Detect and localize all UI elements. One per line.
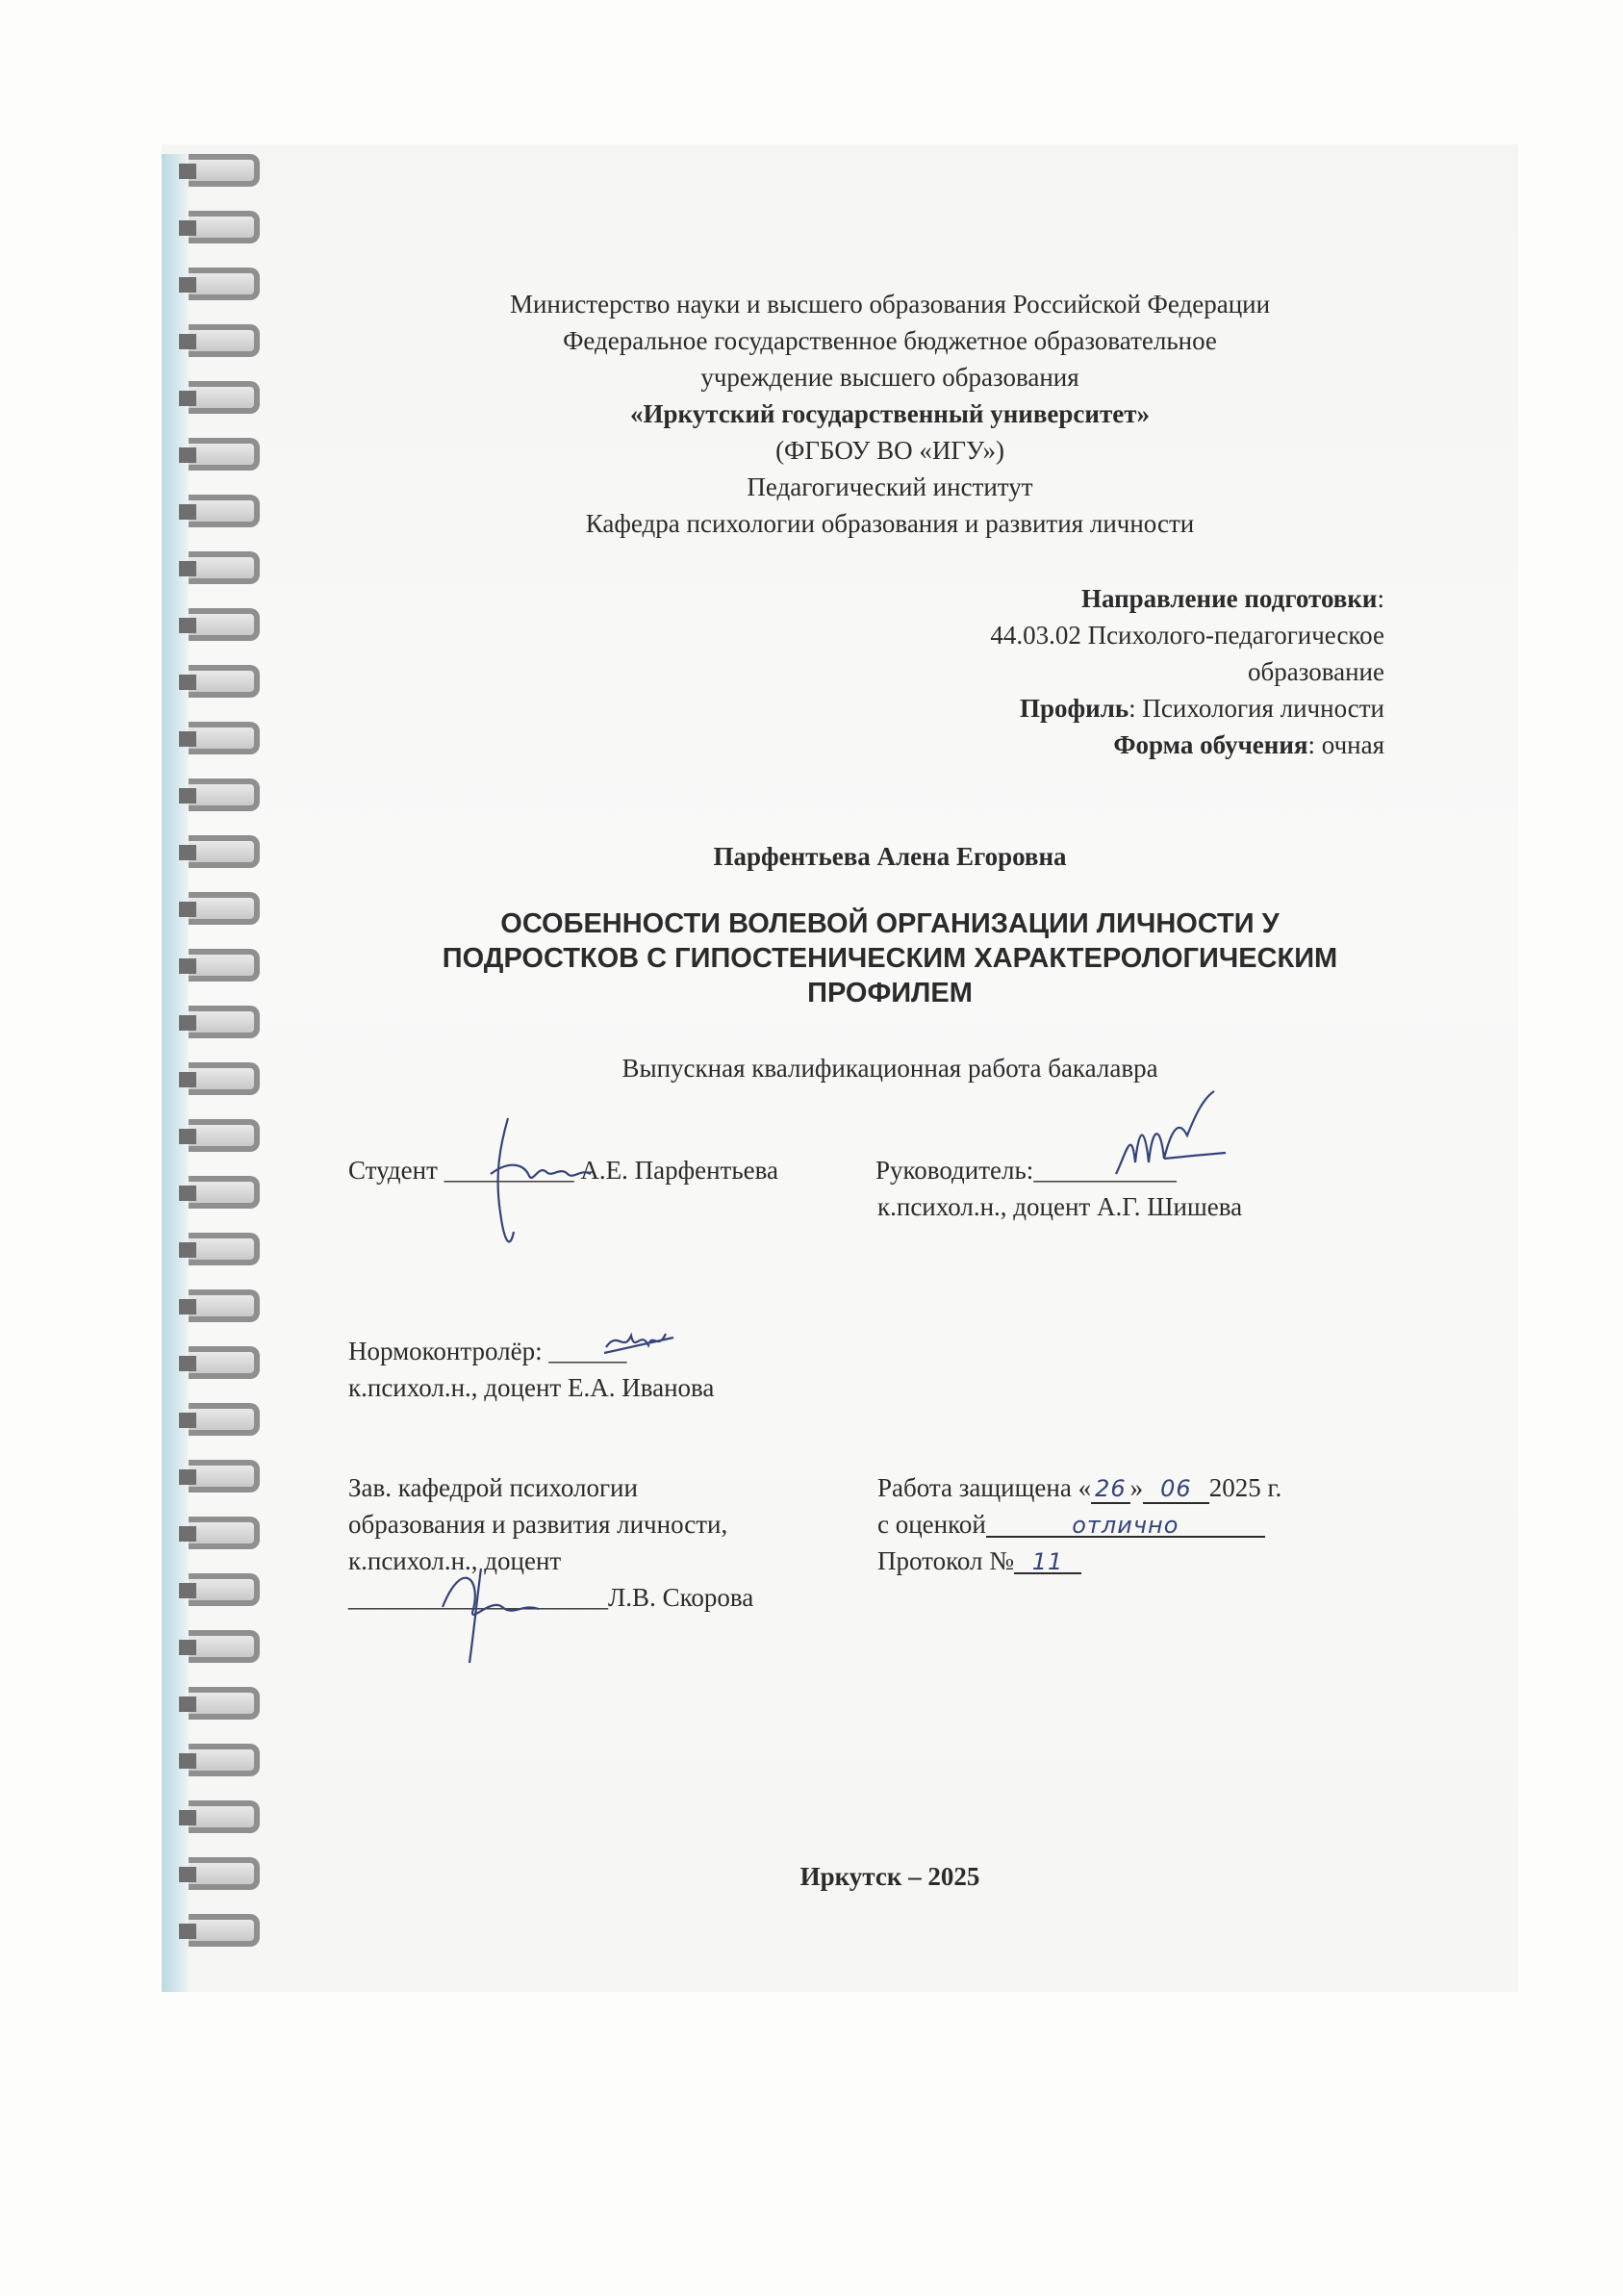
grade-line	[877, 1507, 1265, 1542]
binding-ring	[189, 211, 260, 243]
student-sign-blank: __________	[444, 1156, 574, 1185]
city-year: Иркутск – 2025	[799, 1862, 980, 1891]
binding-ring	[189, 1119, 260, 1152]
student-label: Студент	[348, 1156, 438, 1185]
normcontrol-sign-blank: ______	[548, 1337, 627, 1365]
university-abbr: (ФГБОУ ВО «ИГУ»)	[775, 436, 1004, 465]
institution-line-1: Федеральное государственное бюджетное образовательное	[563, 326, 1217, 355]
normcontrol-details: к.психол.н., доцент Е.А. Иванова	[348, 1373, 715, 1402]
profile-line	[1020, 691, 1384, 726]
direction-value-2: образование	[1248, 657, 1384, 686]
direction-label: Направление подготовки	[1080, 584, 1378, 613]
study-form-label: Форма обучения	[1113, 730, 1308, 759]
defense-year: 2025 г.	[1208, 1473, 1282, 1502]
defense-date-line	[877, 1470, 1281, 1506]
binding-ring	[189, 551, 260, 584]
student-signature	[471, 1107, 606, 1261]
binding-ring	[189, 722, 260, 754]
grade-label: с оценкой	[877, 1510, 986, 1539]
study-form-line	[1113, 727, 1384, 762]
binding-ring	[189, 495, 260, 527]
thesis-title-line-1: ОСОБЕННОСТИ ВОЛЕВОЙ ОРГАНИЗАЦИИ ЛИЧНОСТИ У	[500, 908, 1280, 939]
binding-ring	[189, 1233, 260, 1265]
supervisor-label: Руководитель:	[875, 1156, 1034, 1185]
profile-value: : Психология личности	[1128, 694, 1384, 723]
normcontrol-signature	[602, 1324, 679, 1363]
binding-ring	[189, 1687, 260, 1720]
binding-ring	[189, 778, 260, 811]
binding-ring	[189, 154, 260, 187]
ministry-line: Министерство науки и высшего образования Российской Федерации	[509, 290, 1271, 319]
department-name: Кафедра психологии образования и развития личности	[585, 509, 1195, 538]
author-name: Парфентьева Алена Егоровна	[713, 842, 1067, 871]
defense-mid: »	[1129, 1473, 1144, 1502]
thesis-title-line-3: ПРОФИЛЕМ	[807, 978, 973, 1008]
institute-name: Педагогический институт	[747, 472, 1033, 501]
protocol-field: 11	[1014, 1543, 1081, 1574]
protocol-line	[877, 1543, 1081, 1578]
binding-ring	[189, 1857, 260, 1890]
binding-ring	[189, 1403, 260, 1436]
binding-ring	[189, 268, 260, 300]
binding-ring	[189, 324, 260, 357]
direction-value-1: 44.03.02 Психолого-педагогическое	[990, 621, 1384, 650]
head-line-3: к.психол.н., доцент	[348, 1546, 562, 1575]
binding-ring	[189, 1800, 260, 1833]
head-name: Л.В. Скорова	[608, 1583, 754, 1612]
thesis-title-line-2: ПОДРОСТКОВ С ГИПОСТЕНИЧЕСКИМ ХАРАКТЕРОЛОГИЧЕСКИМ	[442, 943, 1338, 974]
protocol-label: Протокол №	[877, 1546, 1014, 1575]
binding-ring	[189, 438, 260, 471]
normcontrol-line	[348, 1334, 626, 1368]
binding-ring	[189, 1006, 260, 1038]
binding-ring	[189, 1346, 260, 1379]
head-line-1: Зав. кафедрой психологии	[348, 1473, 638, 1502]
binding-ring	[189, 835, 260, 868]
supervisor-sign-blank: ___________	[1033, 1156, 1177, 1185]
binding-ring	[189, 1176, 260, 1209]
work-type: Выпускная квалификационная работа бакалавра	[621, 1054, 1158, 1083]
grade-field: отлично	[986, 1507, 1265, 1538]
binding-ring	[189, 1517, 260, 1549]
head-signature	[414, 1540, 558, 1665]
defense-prefix: Работа защищена «	[877, 1473, 1092, 1502]
study-form-value: : очная	[1307, 730, 1384, 759]
defense-day: 26	[1091, 1473, 1130, 1504]
binding-ring	[189, 1573, 260, 1606]
head-sign-blank: ____________________	[348, 1583, 608, 1612]
institution-line-2: учреждение высшего образования	[700, 363, 1079, 392]
supervisor-signature	[1106, 1087, 1231, 1184]
profile-label: Профиль	[1019, 694, 1129, 723]
binding-ring	[189, 949, 260, 982]
binding-ring	[189, 1630, 260, 1663]
binding-ring	[189, 1062, 260, 1095]
binding-ring	[189, 1744, 260, 1776]
normcontrol-label: Нормоконтролёр:	[348, 1337, 543, 1365]
binding-ring	[189, 665, 260, 698]
direction-line	[1081, 581, 1384, 616]
direction-colon: :	[1377, 584, 1384, 613]
binding-ring	[189, 381, 260, 414]
binding-ring	[189, 608, 260, 641]
defense-month: 06	[1143, 1473, 1209, 1504]
student-name: А.Е. Парфентьева	[580, 1156, 778, 1185]
supervisor-details: к.психол.н., доцент А.Г. Шишева	[877, 1192, 1243, 1221]
binding-ring	[189, 1289, 260, 1322]
binding-ring	[189, 1460, 260, 1492]
university-name: «Иркутский государственный университет»	[630, 399, 1150, 428]
binding-ring	[189, 1914, 260, 1947]
binding-ring	[189, 892, 260, 925]
head-line-2: образования и развития личности,	[348, 1510, 728, 1539]
